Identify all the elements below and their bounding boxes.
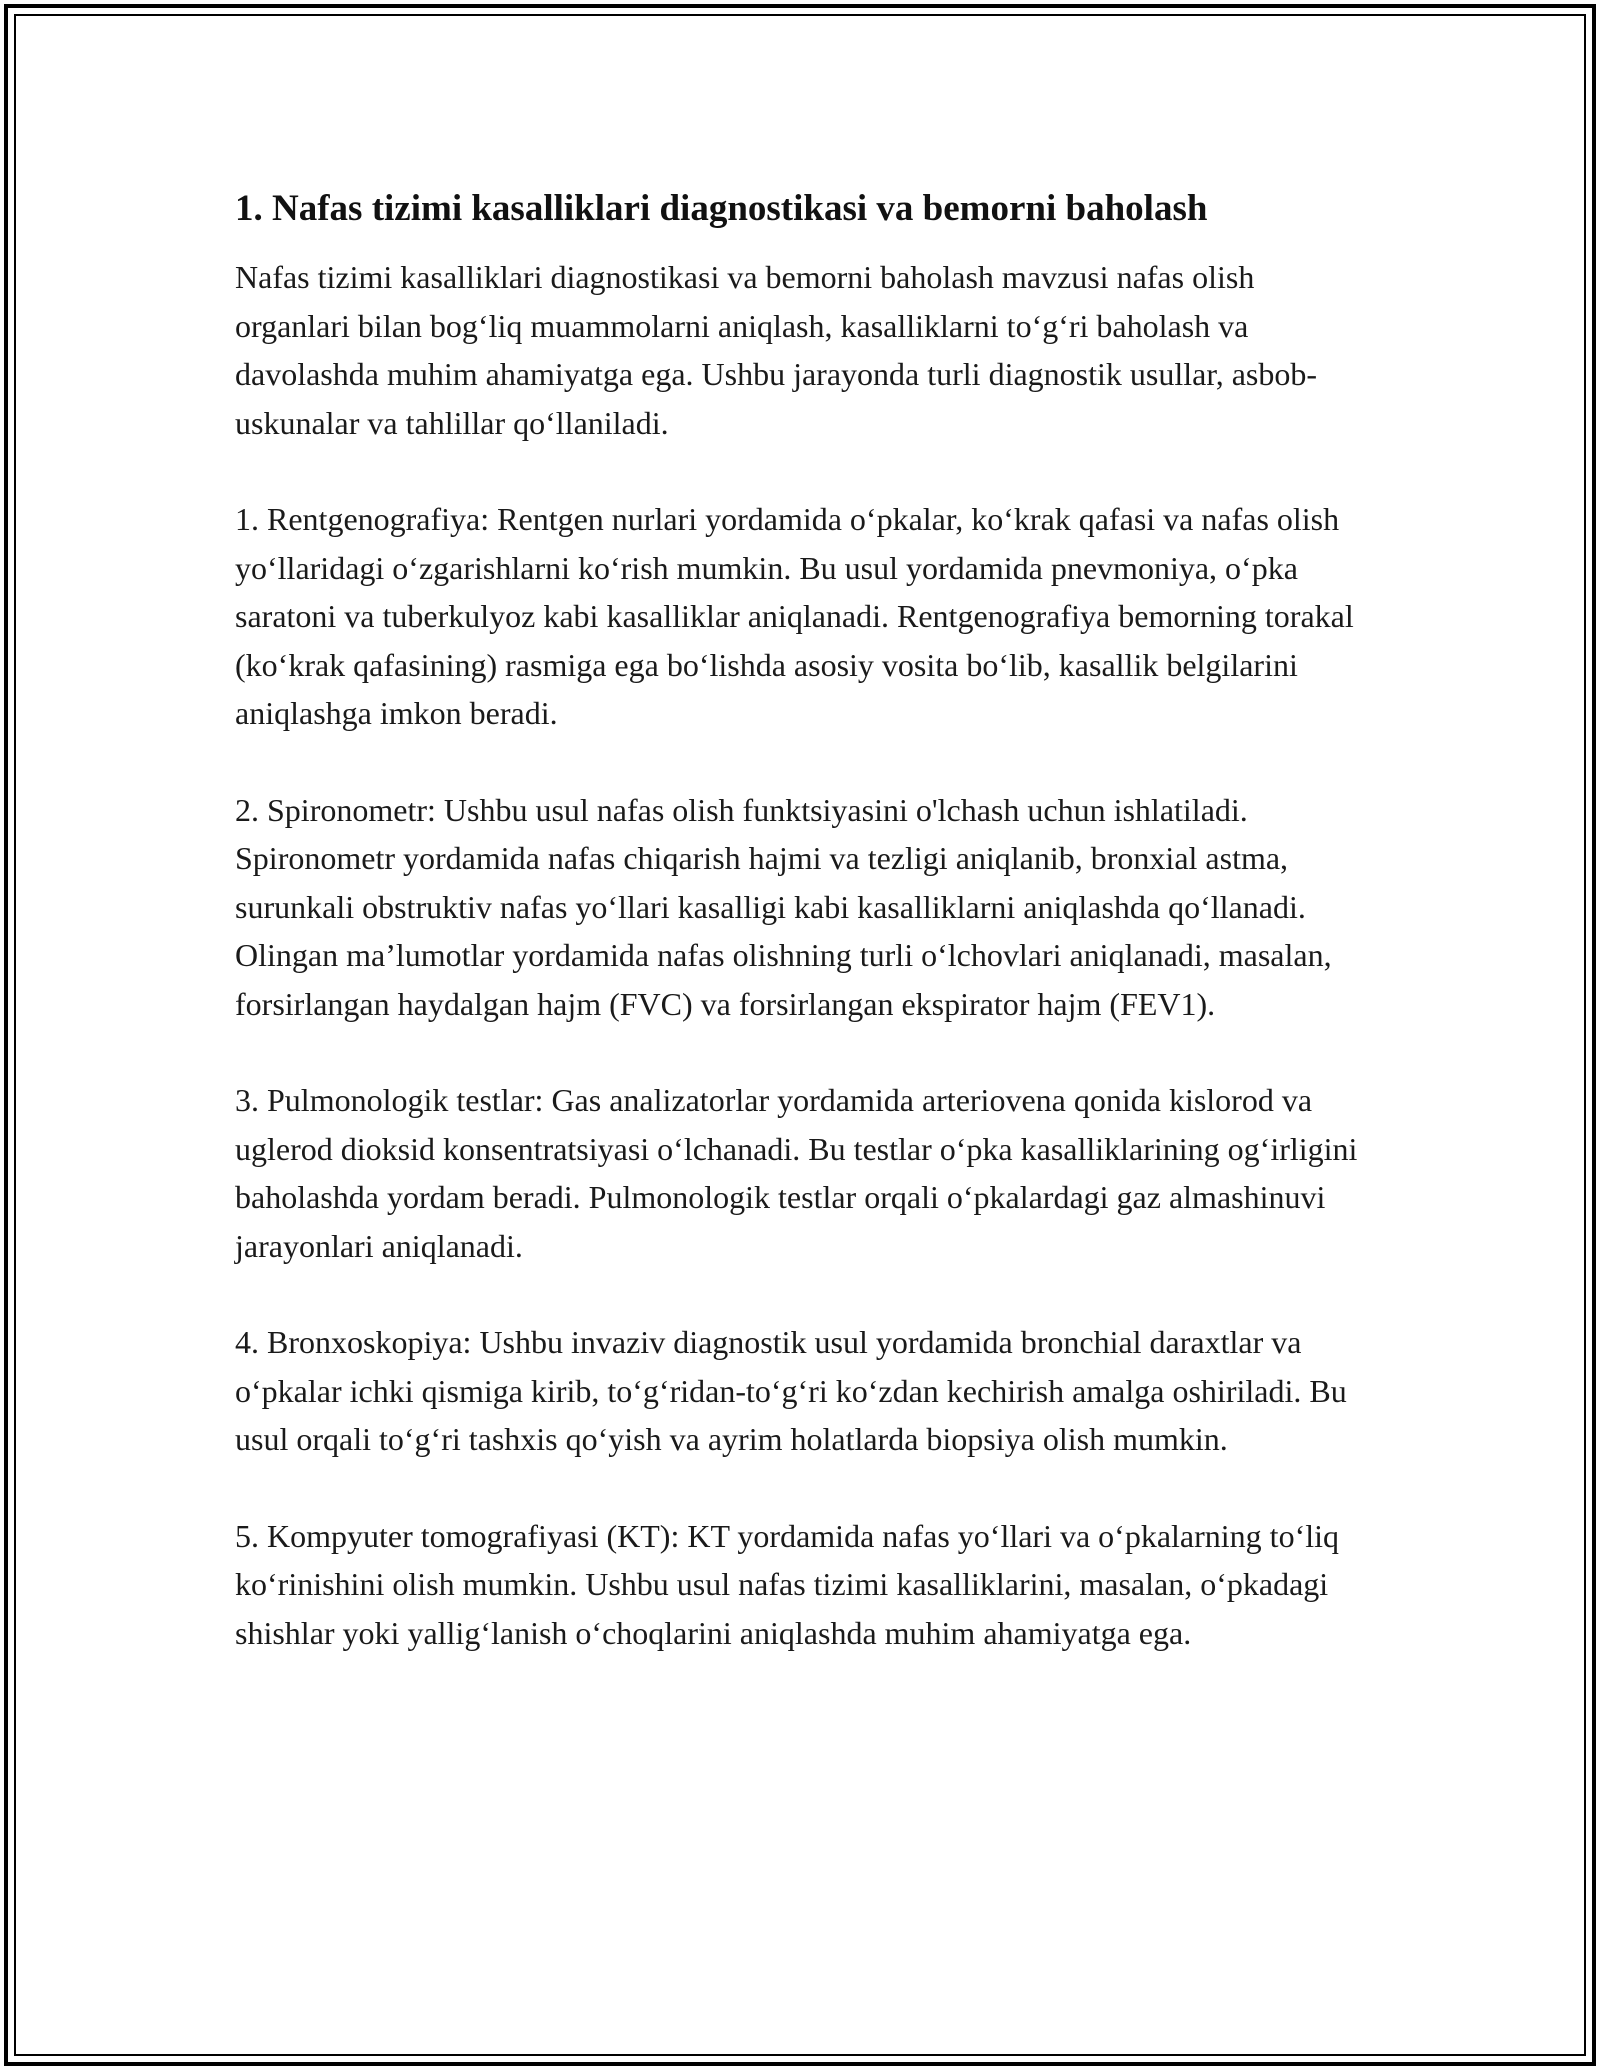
paragraph-kompyuter-tomografiyasi: 5. Kompyuter tomografiyasi (KT): KT yordamida nafas yo‘llari va o‘pkalarning to‘liq ko‘rinishini olish mumkin. Ushbu usul nafas tizimi kasalliklarini, masalan, o‘pkadagi shishlar yoki yallig‘lanish o‘choqlarini aniqlashda muhim ahamiyatga ega. bbox=[235, 1517, 1339, 1651]
paragraph-spironometr: 2. Spironometr: Ushbu usul nafas olish funktsiyasini o'lchash uchun ishlatiladi. Spironometr yordamida nafas chiqarish hajmi va tezligi aniqlanib, bronxial astma, surunkali obstruktiv nafas yo‘llari kasalligi kabi kasalliklarni aniqlashda qo‘llanadi. Olingan ma’lumotlar yordamida nafas olishning turli o‘lchovlari aniqlanadi, masalan, forsirlangan haydalgan hajm (FVC) va forsirlangan ekspirator hajm (FEV1). bbox=[235, 791, 1332, 1022]
paragraph-intro: Nafas tizimi kasalliklari diagnostikasi va bemorni baholash mavzusi nafas olish organlari bilan bog‘liq muammolarni aniqlash, kasalliklarni to‘g‘ri baholash va davolashda muhim ahamiyatga ega. Ushbu jarayonda turli diagnostik usullar, asbob-uskunalar va tahlillar qo‘llaniladi. bbox=[235, 259, 1318, 441]
paragraph-bronxoskopiya: 4. Bronxoskopiya: Ushbu invaziv diagnostik usul yordamida bronchial daraxtlar va o‘pkalar ichki qismiga kirib, to‘g‘ridan-to‘g‘ri ko‘zdan kechirish amalga oshiriladi. Bu usul orqali to‘g‘ri tashxis qo‘yish va ayrim holatlarda biopsiya olish mumkin. bbox=[235, 1324, 1347, 1457]
paragraph-rentgenografiya: 1. Rentgenografiya: Rentgen nurlari yordamida o‘pkalar, ko‘krak qafasi va nafas olish yo‘llaridagi o‘zgarishlarni ko‘rish mumkin. Bu usul yordamida pnevmoniya, o‘pka saratoni va tuberkulyoz kabi kasalliklar aniqlanadi. Rentgenografiya bemorning torakal (ko‘krak qafasining) rasmiga ega bo‘lishda asosiy vosita bo‘lib, kasallik belgilarini aniqlashga imkon beradi. bbox=[235, 501, 1354, 731]
document-title: 1. Nafas tizimi kasalliklari diagnostikasi va bemorni baholash bbox=[235, 188, 1208, 229]
paragraph-pulmonologik-testlar: 3. Pulmonologik testlar: Gas analizatorlar yordamida arteriovena qonida kislorod va uglerod dioksid konsentratsiyasi o‘lchanadi. Bu testlar o‘pka kasalliklarining og‘irligini baholashda yordam beradi. Pulmonologik testlar orqali o‘pkalardagi gaz almashinuvi jarayonlari aniqlanadi. bbox=[235, 1082, 1358, 1264]
document-body bbox=[235, 185, 1365, 1705]
